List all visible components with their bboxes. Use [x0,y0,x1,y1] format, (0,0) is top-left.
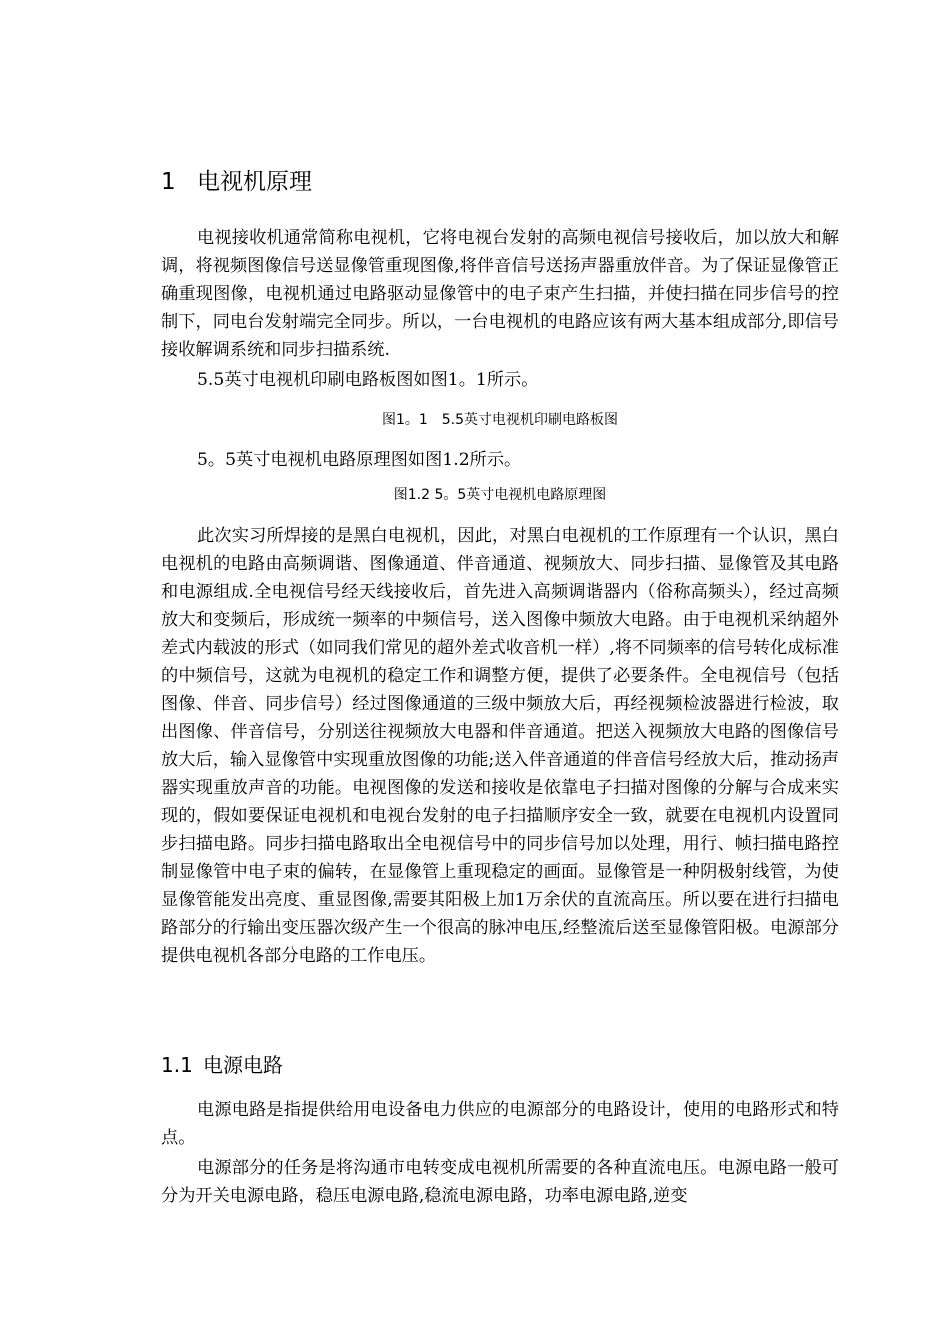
section-number: 1 [161,169,176,195]
power-task-paragraph: 电源部分的任务是将沟通市电转变成电视机所需要的各种直流电压。电源电路一般可分为开关电源电路，稳压电源电路,稳流电源电路，功率电源电路,逆变 [161,1158,839,1206]
section-title: 电视机原理 [197,169,312,195]
schematic-figure-reference: 5。5英寸电视机电路原理图如图1.2所示。 [197,450,522,470]
power-intro-paragraph: 电源电路是指提供给用电设备电力供应的电源部分的电路设计，使用的电路形式和特点。 [161,1100,839,1148]
principle-paragraph: 此次实习所焊接的是黑白电视机，因此，对黑白电视机的工作原理有一个认识，黑白电视机的电路由高频调谐、图像通道、伴音通道、视频放大、同步扫描、显像管及其电路和电源组成.全电视信号经天线接收后，首先进入高频调谐器内（俗称高频头），经过高频放大和变频后，形成统一频率的中频信号，送入图像中频放大电路。由于电视机采纳超外差式内载波的形式（如同我们常见的超外差式收音机一样）,将不同频率的信号转化成标准的中频信号，这就为电视机的稳定工作和调整方便，提供了必要条件。全电视信号（包括图像、伴音、同步信号）经过图像通道的三级中频放大后，再经视频检波器进行检波，取出图像、伴音信号，分别送往视频放大电器和伴音通道。把送入视频放大电路的图像信号放大后，输入显像管中实现重放图像的功能;送入伴音通道的伴音信号经放大后，推动扬声器实现重放声音的功能。电视图像的发送和接收是依靠电子扫描对图像的分解与合成来实现的，假如要保证电视机和电视台发射的电子扫描顺序安全一致，就要在电视机内设置同步扫描电路。同步扫描电路取出全电视信号中的同步信号加以处理，用行、帧扫描电路控制显像管中电子束的偏转，在显像管上重现稳定的画面。显像管是一种阴极射线管，为使显像管能发出亮度、重显图像,需要其阳极上加1万余伏的直流高压。所以要在进行扫描电路部分的行输出变压器次级产生一个很高的脉冲电压,经整流后送至显像管阳极。电源部分提供电视机各部分电路的工作电压。 [161,526,839,966]
figure-1-2-caption: 图1.2 5。5英寸电视机电路原理图 [393,487,607,503]
subsection-heading [161,1050,283,1080]
figure-1-1-caption: 图1。1 5.5英寸电视机印刷电路板图 [381,412,619,428]
section-heading [161,166,312,198]
subsection-title: 电源电路 [203,1053,283,1077]
subsection-number: 1.1 [161,1053,193,1077]
pcb-figure-reference: 5.5英寸电视机印刷电路板图如图1。1所示。 [197,370,539,390]
intro-paragraph: 电视接收机通常简称电视机，它将电视台发射的高频电视信号接收后，加以放大和解调，将视频图像信号送显像管重现图像,将伴音信号送扬声器重放伴音。为了保证显像管正确重现图像，电视机通过电路驱动显像管中的电子束产生扫描，并使扫描在同步信号的控制下，同电台发射端完全同步。所以，一台电视机的电路应该有两大基本组成部分,即信号接收解调系统和同步扫描系统. [161,228,839,360]
